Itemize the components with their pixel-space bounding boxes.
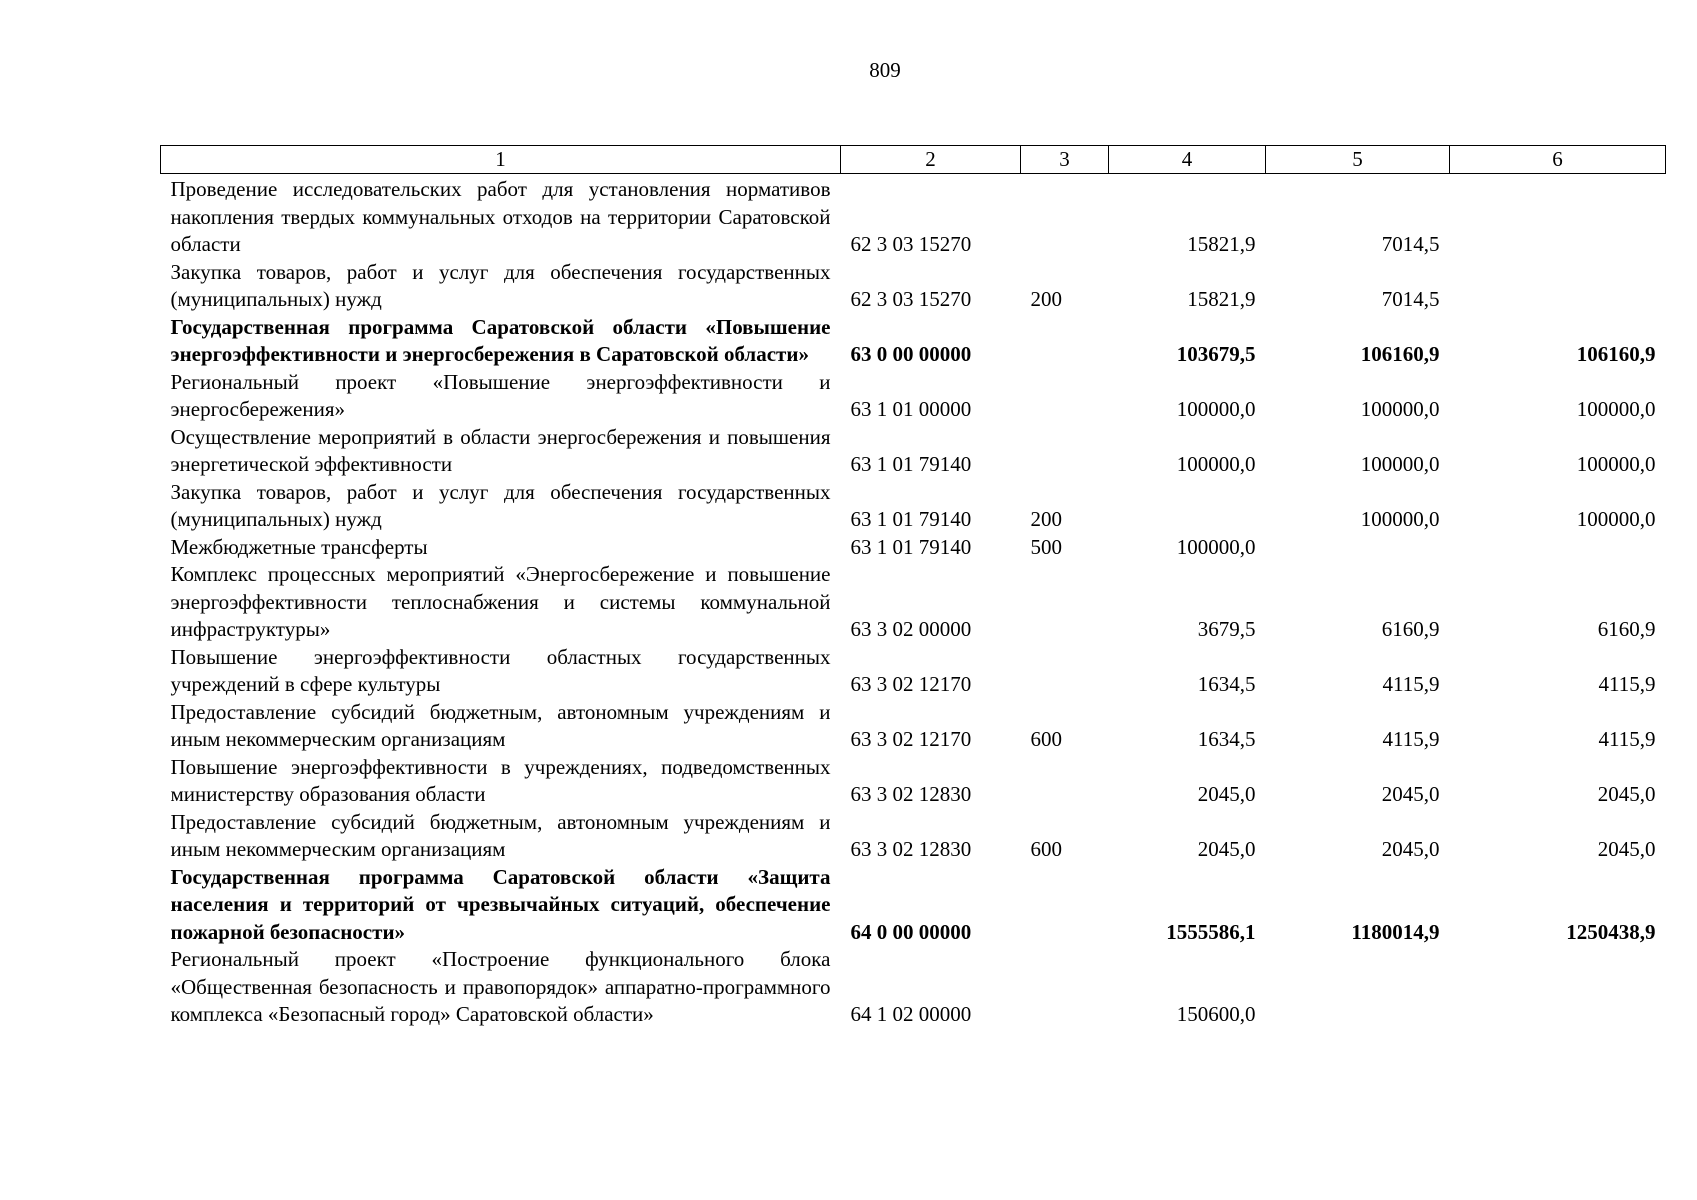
amount-col6-cell	[1450, 946, 1666, 1029]
target-code-cell: 63 3 02 00000	[850, 617, 972, 641]
amount-col6-cell	[1450, 174, 1666, 259]
row-name-cell: Межбюджетные трансферты	[170, 534, 428, 559]
amount-col5-cell: 7014,5	[1381, 287, 1440, 311]
expense-type-cell	[1021, 561, 1109, 644]
row-name-cell: Закупка товаров, работ и услуг для обеспечения государственных (муниципальных) нужд	[170, 479, 831, 531]
program-row	[161, 864, 1666, 947]
amount-col4-cell: 15821,9	[1187, 232, 1256, 256]
amount-col6-cell: 1250438,9	[1566, 919, 1656, 944]
target-code-cell: 62 3 03 15270	[850, 287, 972, 311]
expense-type-cell: 600	[1030, 727, 1062, 751]
expense-type-cell: 200	[1030, 287, 1062, 311]
amount-col5-cell: 2045,0	[1381, 782, 1440, 806]
page-number: 809	[869, 58, 901, 82]
target-code-cell: 63 3 02 12170	[850, 672, 972, 696]
program-row	[161, 314, 1666, 369]
amount-col4-cell: 15821,9	[1187, 287, 1256, 311]
expense-type-cell	[1021, 644, 1109, 699]
column-header-2: 2	[841, 146, 1021, 174]
expense-type-cell	[1021, 314, 1109, 369]
expense-type-cell: 200	[1030, 507, 1062, 531]
expense-type-cell	[1021, 754, 1109, 809]
amount-col5-cell: 4115,9	[1382, 727, 1440, 751]
expense-type-cell	[1021, 946, 1109, 1029]
amount-col6-cell: 100000,0	[1576, 507, 1656, 531]
table-row	[161, 424, 1666, 479]
amount-col4-cell: 150600,0	[1176, 1002, 1256, 1026]
target-code-cell: 64 1 02 00000	[850, 1002, 972, 1026]
target-code-cell: 63 3 02 12170	[850, 727, 972, 751]
amount-col4-cell: 103679,5	[1176, 342, 1256, 366]
expense-type-cell	[1021, 424, 1109, 479]
header-row	[161, 146, 1666, 174]
amount-col5-cell: 2045,0	[1381, 837, 1440, 861]
amount-col4-cell: 100000,0	[1176, 534, 1256, 559]
row-name-cell: Предоставление субсидий бюджетным, автономным учреждениям и иным некоммерческим организациям	[170, 809, 831, 861]
row-name-cell: Комплекс процессных мероприятий «Энергосбережение и повышение энергоэффективности теплоснабжения и системы коммунальной инфраструктуры»	[170, 562, 831, 641]
amount-col5-cell: 6160,9	[1381, 617, 1440, 641]
amount-col5-cell: 4115,9	[1382, 672, 1440, 696]
target-code-cell: 62 3 03 15270	[850, 232, 972, 256]
expense-type-cell	[1021, 864, 1109, 947]
amount-col4-cell: 1634,5	[1197, 672, 1256, 696]
row-name-cell: Региональный проект «Построение функционального блока «Общественная безопасность и правопорядок» аппаратно-программного комплекса «Безопасный город» Саратовской области»	[170, 947, 831, 1026]
amount-col4-cell: 100000,0	[1176, 397, 1256, 421]
expense-type-cell: 600	[1030, 837, 1062, 861]
row-name-cell: Закупка товаров, работ и услуг для обеспечения государственных (муниципальных) нужд	[170, 259, 831, 311]
table-row	[161, 754, 1666, 809]
amount-col6-cell: 100000,0	[1576, 397, 1656, 421]
target-code-cell: 63 1 01 79140	[850, 534, 972, 559]
amount-col6-cell: 2045,0	[1597, 782, 1656, 806]
table-row	[161, 259, 1666, 314]
amount-col4-cell: 1555586,1	[1166, 919, 1256, 944]
table-row	[161, 479, 1666, 534]
target-code-cell: 63 3 02 12830	[850, 837, 972, 861]
target-code-cell: 63 0 00 00000	[850, 342, 972, 366]
amount-col5-cell: 1180014,9	[1351, 919, 1440, 944]
row-name-cell: Повышение энергоэффективности в учреждениях, подведомственных министерству образования области	[170, 754, 831, 806]
target-code-cell: 63 1 01 00000	[850, 397, 972, 421]
table-row	[161, 809, 1666, 864]
amount-col4-cell: 1634,5	[1197, 727, 1256, 751]
target-code-cell: 63 1 01 79140	[850, 507, 972, 531]
row-name-cell: Государственная программа Саратовской области «Повышение энергоэффективности и энергосбережения в Саратовской области»	[170, 314, 831, 366]
table-row	[161, 644, 1666, 699]
amount-col6-cell: 106160,9	[1576, 342, 1656, 366]
amount-col5-cell	[1266, 534, 1450, 562]
amount-col6-cell	[1450, 259, 1666, 314]
budget-table	[160, 145, 1666, 1029]
table-row	[161, 174, 1666, 259]
target-code-cell: 63 1 01 79140	[850, 452, 972, 476]
amount-col6-cell: 100000,0	[1576, 452, 1656, 476]
amount-col5-cell: 100000,0	[1360, 397, 1440, 421]
row-name-cell: Повышение энергоэффективности областных государственных учреждений в сфере культуры	[170, 644, 831, 696]
column-header-3: 3	[1021, 146, 1109, 174]
amount-col5-cell: 7014,5	[1381, 232, 1440, 256]
table-row	[161, 534, 1666, 562]
amount-col4-cell: 2045,0	[1197, 837, 1256, 861]
amount-col5-cell: 106160,9	[1360, 342, 1440, 366]
column-header-4: 4	[1109, 146, 1266, 174]
expense-type-cell	[1021, 369, 1109, 424]
amount-col5-cell	[1266, 946, 1450, 1029]
amount-col6-cell: 6160,9	[1597, 617, 1656, 641]
row-name-cell: Предоставление субсидий бюджетным, автономным учреждениям и иным некоммерческим организациям	[170, 699, 831, 751]
amount-col5-cell: 100000,0	[1360, 452, 1440, 476]
column-header-5: 5	[1266, 146, 1450, 174]
table-row	[161, 699, 1666, 754]
row-name-cell: Осуществление мероприятий в области энергосбережения и повышения энергетической эффективности	[170, 424, 831, 476]
amount-col4-cell: 3679,5	[1197, 617, 1256, 641]
amount-col4-cell	[1109, 479, 1266, 534]
row-name-cell: Региональный проект «Повышение энергоэффективности и энергосбережения»	[170, 369, 831, 421]
amount-col6-cell: 4115,9	[1598, 727, 1656, 751]
amount-col6-cell: 4115,9	[1598, 672, 1656, 696]
amount-col4-cell: 100000,0	[1176, 452, 1256, 476]
column-header-6: 6	[1450, 146, 1666, 174]
amount-col5-cell: 100000,0	[1360, 507, 1440, 531]
amount-col6-cell: 2045,0	[1597, 837, 1656, 861]
expense-type-cell	[1021, 174, 1109, 259]
row-name-cell: Государственная программа Саратовской области «Защита населения и территорий от чрезвычайных ситуаций, обеспечение пожарной безопасности»	[170, 864, 831, 944]
target-code-cell: 63 3 02 12830	[850, 782, 972, 806]
column-header-1: 1	[161, 146, 841, 174]
expense-type-cell: 500	[1030, 534, 1062, 559]
table-row	[161, 946, 1666, 1029]
amount-col4-cell: 2045,0	[1197, 782, 1256, 806]
table-row	[161, 369, 1666, 424]
table-body	[161, 174, 1666, 1029]
table-row	[161, 561, 1666, 644]
row-name-cell: Проведение исследовательских работ для установления нормативов накопления твердых коммунальных отходов на территории Саратовской области	[170, 177, 831, 256]
amount-col6-cell	[1450, 534, 1666, 562]
target-code-cell: 64 0 00 00000	[850, 919, 972, 944]
